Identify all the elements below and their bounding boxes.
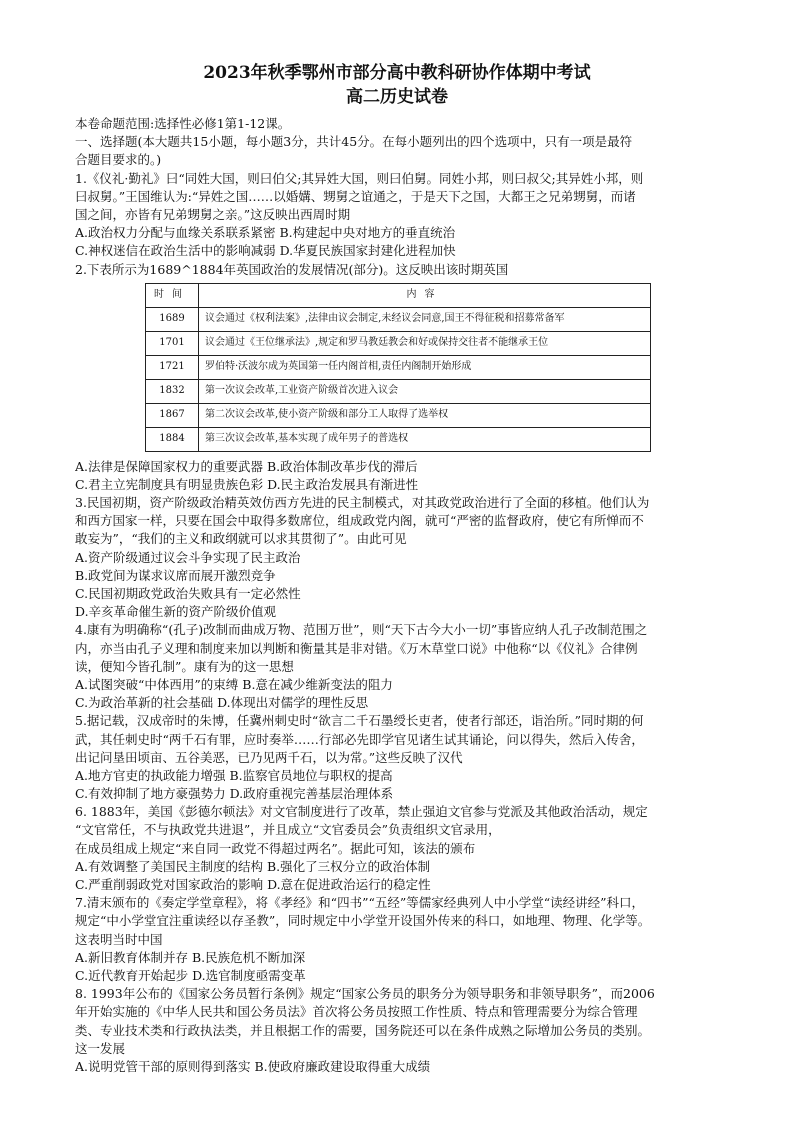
table-cell-content: 第二次议会改革,使小资产阶级和部分工人取得了选举权 [199,403,651,427]
option-b: B.政党间为谋求议席而展开激烈竞争 [75,567,276,583]
exam-body [75,115,715,1076]
question-stem-line: 读，便知今皆孔制”。康有为的这一思想 [75,658,294,674]
table-cell-content: 议会通过《王位继承法》,规定和罗马教廷教会和好或保持交往者不能继承王位 [199,331,651,355]
question-stem-line: 6. 1883年，美国《彭德尔顿法》对文官制度进行了改革，禁止强迫文官参与党派及其他政治活动，规定 [75,804,648,820]
options-cd: C.为政治革新的社会基础 D.体现出对儒学的理性反思 [75,695,369,711]
question-8 [75,985,715,1076]
table-cell-content: 议会通过《权利法案》,法律由议会制定,未经议会同意,国王不得征税和招募常备军 [199,307,651,331]
options-cd: C.严重削弱政党对国家政治的影响 D.意在促进政治运行的稳定性 [75,877,431,892]
question-stem-line: 敢妄为”，“我们的主义和政纲就可以求其贯彻了”。由此可见 [75,531,407,547]
table-cell-content: 罗伯特·沃波尔成为英国第一任内阁首相,责任内阁制开始形成 [199,355,651,379]
table-cell-content: 第一次议会改革,工业资产阶级首次进入议会 [199,379,651,403]
options-ab: A.说明党管干部的原则得到落实 B.使政府廉政建设取得重大成绩 [75,1058,431,1074]
history-table [145,283,651,452]
question-stem-line: 类、专业技术类和行政执法类，并且根据工作的需要，国务院还可以在条件成熟之际增加公务员的类别。 [75,1022,651,1038]
question-stem-line: 2.下表所示为1689^1884年英国政治的发展情况(部分)。这反映出该时期英国 [75,261,509,277]
scope-note: 本卷命题范围:选择性必修1第1-12课。 [75,116,291,131]
question-stem-line: 在成员组成上规定“来自同一政党不得超过两名”。据此可知，该法的颁布 [75,840,476,856]
option-d: D.辛亥革命催生新的资产阶级价值观 [75,604,277,620]
question-stem-line: 3.民国初期，资产阶级政治精英效仿西方先进的民主制模式，对其政党政治进行了全面的移植。他们认为 [75,495,650,511]
question-2 [75,261,715,495]
options-cd: C.君主立宪制度具有明显贵族色彩 D.民主政治发展具有渐进性 [75,476,419,492]
question-3 [75,494,715,621]
section-header-line: 合题目要求的。) [75,152,162,168]
table-row [146,403,651,427]
question-6 [75,803,715,894]
table-cell-year: 1689 [146,307,199,331]
options-ab: A.试图突破“中体西用”的束缚 B.意在减少维新变法的阻力 [75,676,393,692]
table-row [146,355,651,379]
section-header-line: 一、选择题(本大题共15小题，每小题3分，共计45分。在每小题列出的四个选项中，只有一项是最符 [75,134,633,150]
question-stem-line: 5.据记载，汉成帝时的朱博，任冀州刺史时“欲言二千石墨绶长吏者，使者行部还，诣治所。”同时期的何 [75,713,644,729]
question-stem-line: 4.康有为明确称“(孔子)改制而曲成万物、范围万世”，则“天下古今大小一切”事皆应纳人孔子改制范围之 [75,622,648,638]
question-stem-line: 8. 1993年公布的《国家公务员暂行条例》规定“国家公务员的职务分为领导职务和非领导职务”，而2006 [75,986,655,1002]
option-c: C.民国初期政党政治失败具有一定必然性 [75,586,301,601]
table-cell-year: 1832 [146,379,199,403]
question-stem-line: 和西方国家一样，只要在国会中取得多数席位，组成政党内阁，就可“严密的监督政府，使它有所惮而不 [75,513,644,529]
question-stem-line: 7.清末颁布的《奏定学堂章程》，将《孝经》和“四书”“五经”等儒家经典列人中小学堂“读经讲经”科口， [75,895,645,911]
options-ab: A.有效调整了美国民主制度的结构 B.强化了三权分立的政治体制 [75,858,431,874]
exam-subtitle: 高二历史试卷 [346,87,448,107]
table-row [146,331,651,355]
question-stem-line: 规定“中小学堂宜注重读经以存圣教”，同时规定中小学堂开设国外传来的科口，如地理、物理、化学等。 [75,913,651,929]
options-ab: A.政治权力分配与血缘关系联系紧密 B.构建起中央对地方的垂直统治 [75,225,456,241]
table-header-content: 内容 [199,283,651,307]
question-stem-line: 曰叔舅。”王国维认为:“异姓之国……以婚媾、甥舅之谊通之，于是天下之国，大都王之兄弟甥舅，而诸 [75,188,636,204]
table-row [146,379,651,403]
table-cell-year: 1867 [146,403,199,427]
table-cell-year: 1884 [146,427,199,451]
question-stem-line: 年开始实施的《中华人民共和国公务员法》首次将公务员按照工作性质、特点和管理需要分为综合管理 [75,1004,638,1020]
options-cd: C.有效抑制了地方豪强势力 D.政府重视完善基层治理体系 [75,786,394,802]
question-4 [75,621,715,712]
question-stem-line: 内，亦当由孔子义理和制度来加以判断和衡量其是非对错。《万木草堂口说》中他称“以《仪礼》合律例 [75,640,638,656]
options-cd: C.神权迷信在政治生活中的影响减弱 D.华夏民族国家封建化进程加快 [75,243,456,259]
table-row [146,427,651,451]
option-a: A.资产阶级通过议会斗争实现了民主政治 [75,549,301,565]
table-header-time: 时间 [146,283,199,307]
question-stem-line: 这一发展 [75,1040,126,1056]
question-stem-line: “文官常任，不与执政党共进退”，并且成立“文官委员会”负责组织文官录用， [75,822,501,838]
question-stem-line: 这表明当时中国 [75,931,163,947]
table-cell-year: 1721 [146,355,199,379]
question-7 [75,894,715,985]
table-cell-content: 第三次议会改革,基本实现了成年男子的普选权 [199,427,651,451]
question-1 [75,170,715,261]
options-ab: A.新旧教育体制并存 B.民族危机不断加深 [75,949,306,965]
question-5 [75,712,715,803]
options-ab: A.法律是保障国家权力的重要武器 B.政治体制改革步伐的滞后 [75,458,418,474]
table-cell-year: 1701 [146,331,199,355]
table-row [146,307,651,331]
question-stem-line: 国之间，亦皆有兄弟甥舅之亲。”这反映出西周时期 [75,206,351,222]
options-ab: A.地方官吏的执政能力增强 B.监察官员地位与职权的提高 [75,767,393,783]
question-stem-line: 出记问垦田顷亩、五谷美恶，已乃见两千石，以为常。”这些反映了汉代 [75,749,463,765]
question-stem-line: 武，其任刺史时“两千石有罪，应时奏举……行部必先即学官见诸生试其诵论，问以得失，然后入传舍， [75,731,644,747]
question-stem-line: 1.《仪礼·勤礼》曰“同姓大国，则曰伯父;其异姓大国，则曰伯舅。同姓小邦，则曰叔父;其异姓小邦，则 [75,170,644,186]
exam-title: 2023年秋季鄂州市部分高中教科研协作体期中考试 [203,63,591,83]
options-cd: C.近代教育开始起步 D.选官制度亟需变革 [75,967,306,983]
